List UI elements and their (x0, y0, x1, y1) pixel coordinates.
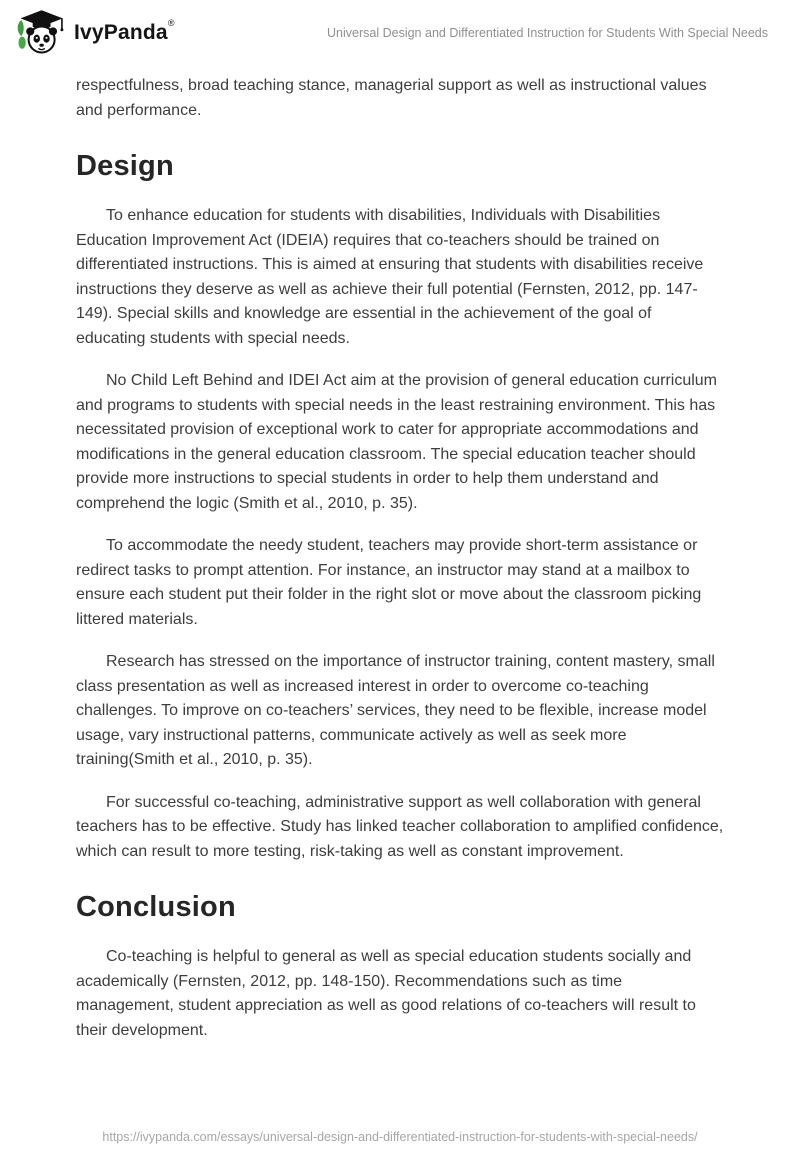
lead-paragraph: respectfulness, broad teaching stance, managerial support as well as instructional values and performance. (76, 77, 707, 119)
registered-mark: ® (167, 17, 175, 28)
section-heading-design: Design (76, 150, 174, 182)
page-header (0, 0, 800, 58)
design-paragraph-3: To accommodate the needy student, teachers may provide short-term assistance or redirect tasks to prompt attention. For instance, an instructor may stand at a mailbox to ensure each student put their folder in the right slot or move about the classroom picking littered materials. (76, 537, 702, 628)
ivypanda-brand[interactable] (14, 7, 174, 59)
design-paragraph-4: Research has stressed on the importance of instructor training, content mastery, small class presentation as well as increased interest in order to overcome co-teaching challenges. To improve on co-teachers’ services, they need to be flexible, increase model usage, vary instructional patterns, communicate actively as well as seek more training(Smith et al., 2010, p. 35). (76, 653, 715, 768)
design-paragraph-2: No Child Left Behind and IDEI Act aim at the provision of general education curriculum and programs to students with special needs in the least restraining environment. This has necessitated provision of exceptional work to cater for appropriate accommodations and modifications in the general education classroom. The special education teacher should provide more instructions to special students in order to help them understand and comprehend the logic (Smith et al., 2010, p. 35). (76, 372, 717, 512)
design-paragraph-5: For successful co-teaching, administrative support as well collaboration with general teachers has to be effective. Study has linked teacher collaboration to amplified confidence, which can result to more testing, risk-taking as well as constant improvement. (76, 793, 724, 860)
panda-graduation-cap-icon (14, 7, 66, 59)
page-footer (0, 1128, 800, 1146)
section-heading-conclusion: Conclusion (76, 891, 236, 923)
conclusion-paragraph-1: Co-teaching is helpful to general as well as special education students socially and academically (Fernsten, 2012, pp. 148-150). Recommendations such as time management, student appreciation as well as good relations of co-teachers will result to their development. (76, 948, 696, 1039)
source-url: https://ivypanda.com/essays/universal-design-and-differentiated-instruction-for-students-with-special-needs/ (102, 1130, 698, 1144)
design-paragraph-1: To enhance education for students with disabilities, Individuals with Disabilities Education Improvement Act (IDEIA) requires that co-teachers should be trained on differentiated instructions. This is aimed at ensuring that students with disabilities receive instructions they deserve as well as achieve their full potential (Fernsten, 2012, pp. 147-149). Special skills and knowledge are essential in the achievement of the goal of educating students with special needs. (76, 207, 704, 347)
brand-name-text: IvyPanda (74, 21, 168, 44)
brand-name (74, 17, 175, 45)
essay-content (0, 58, 800, 1043)
document-title: Universal Design and Differentiated Instruction for Students With Special Needs (327, 26, 768, 40)
